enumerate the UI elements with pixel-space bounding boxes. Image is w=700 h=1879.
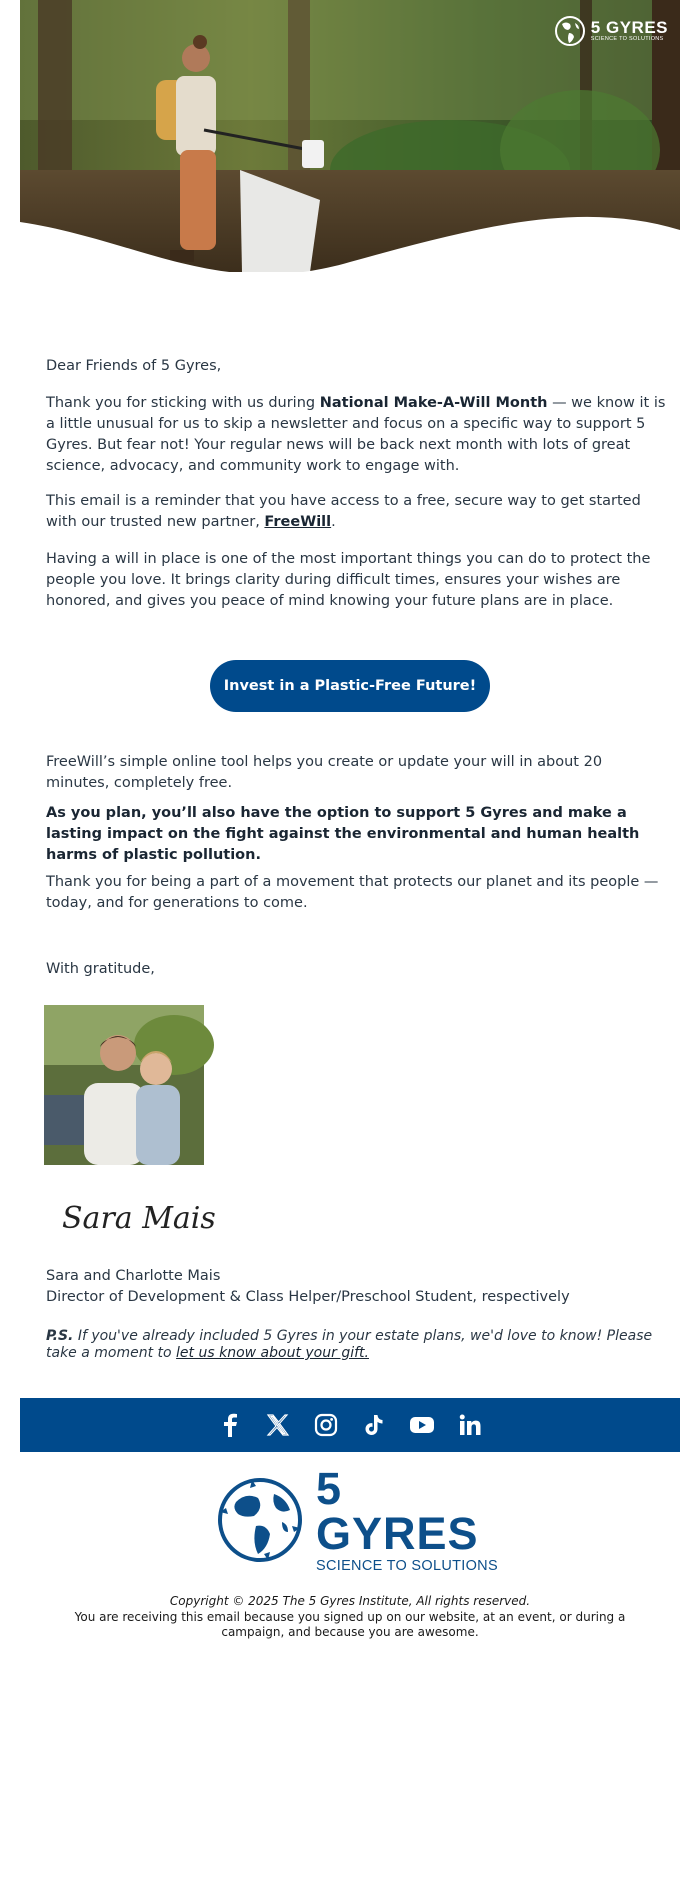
signer-titles: Director of Development & Class Helper/Preschool Student, respectively bbox=[46, 1289, 570, 1305]
signer-names: Sara and Charlotte Mais bbox=[46, 1268, 221, 1284]
p1-text-start: Thank you for sticking with us during bbox=[46, 395, 320, 411]
footer-brand-name: 5 GYRES bbox=[316, 1463, 479, 1559]
national-make-a-will-month: National Make-A-Will Month bbox=[319, 395, 548, 411]
globe-icon bbox=[553, 14, 587, 48]
subscription-reason-text: You are receiving this email because you signed up on our website, at an event, or during a campaign, and because you are awesome. bbox=[74, 1610, 626, 1639]
greeting: Dear Friends of 5 Gyres, bbox=[46, 358, 222, 374]
subscription-reason bbox=[50, 1610, 650, 1640]
paragraph-support-option: As you plan, you’ll also have the option to support 5 Gyres and make a lasting impact on the fight against the environmental and human health harms of plastic pollution. bbox=[46, 805, 640, 863]
email-container bbox=[20, 0, 680, 1639]
p2-text-start: This email is a reminder that you have access to a free, secure way to get started with our trusted new partner, bbox=[46, 493, 641, 530]
paragraph-thank-you: Thank you for being a part of a movement that protects our planet and its people — today, and for generations to come. bbox=[46, 874, 659, 911]
youtube-icon[interactable] bbox=[409, 1412, 435, 1438]
paragraph-importance: Having a will in place is one of the most important things you can do to protect the people you love. It brings clarity during difficult times, ensures your wishes are honored, and gives you peace of mind knowing your future plans are in place. bbox=[46, 551, 651, 609]
social-bar bbox=[20, 1398, 680, 1452]
cta-label: Invest in a Plastic-Free Future! bbox=[223, 678, 477, 694]
signer-block bbox=[46, 1266, 666, 1308]
paragraph-intro bbox=[46, 393, 666, 477]
let-us-know-link[interactable]: let us know about your gift. bbox=[176, 1345, 369, 1361]
x-icon[interactable] bbox=[265, 1412, 291, 1438]
invest-cta-button[interactable] bbox=[210, 660, 490, 712]
copyright-text: Copyright © 2025 The 5 Gyres Institute, All rights reserved. bbox=[169, 1594, 531, 1608]
tiktok-icon[interactable] bbox=[361, 1412, 387, 1438]
ps-text: If you've already included 5 Gyres in your estate plans, we'd love to know! Please take a moment to bbox=[46, 1328, 653, 1361]
signature-image bbox=[56, 1180, 216, 1250]
hero-brand-name: 5 GYRES bbox=[590, 18, 668, 38]
paragraph-freewill-tool: FreeWill’s simple online tool helps you create or update your will in about 20 minutes, completely free. bbox=[46, 754, 603, 791]
p2-text-end: . bbox=[331, 514, 336, 530]
signature-text: Sara Mais bbox=[62, 1201, 216, 1236]
facebook-icon[interactable] bbox=[217, 1412, 243, 1438]
closing: With gratitude, bbox=[46, 961, 155, 977]
footer-brand-tagline: SCIENCE TO SOLUTIONS bbox=[316, 1558, 498, 1574]
postscript bbox=[46, 1328, 666, 1362]
signer-photo bbox=[44, 1005, 204, 1165]
freewill-link[interactable]: FreeWill bbox=[264, 514, 332, 530]
hero-logo[interactable] bbox=[553, 14, 668, 48]
hero-banner bbox=[20, 0, 680, 272]
p1-text-end: — we know it is a little unusual for us to skip a newsletter and focus on a specific way to support 5 Gyres. But fear not! Your regular news will be back next month with lots of great science, advocacy, and community work to engage with. bbox=[46, 395, 666, 474]
instagram-icon[interactable] bbox=[313, 1412, 339, 1438]
ps-label: P.S. bbox=[46, 1328, 74, 1344]
footer-logo[interactable] bbox=[212, 1463, 502, 1574]
linkedin-icon[interactable] bbox=[457, 1412, 483, 1438]
copyright bbox=[20, 1594, 680, 1609]
globe-logo-icon bbox=[212, 1472, 308, 1568]
hero-brand-tagline: SCIENCE TO SOLUTIONS bbox=[590, 36, 664, 43]
paragraph-reminder bbox=[46, 491, 666, 533]
